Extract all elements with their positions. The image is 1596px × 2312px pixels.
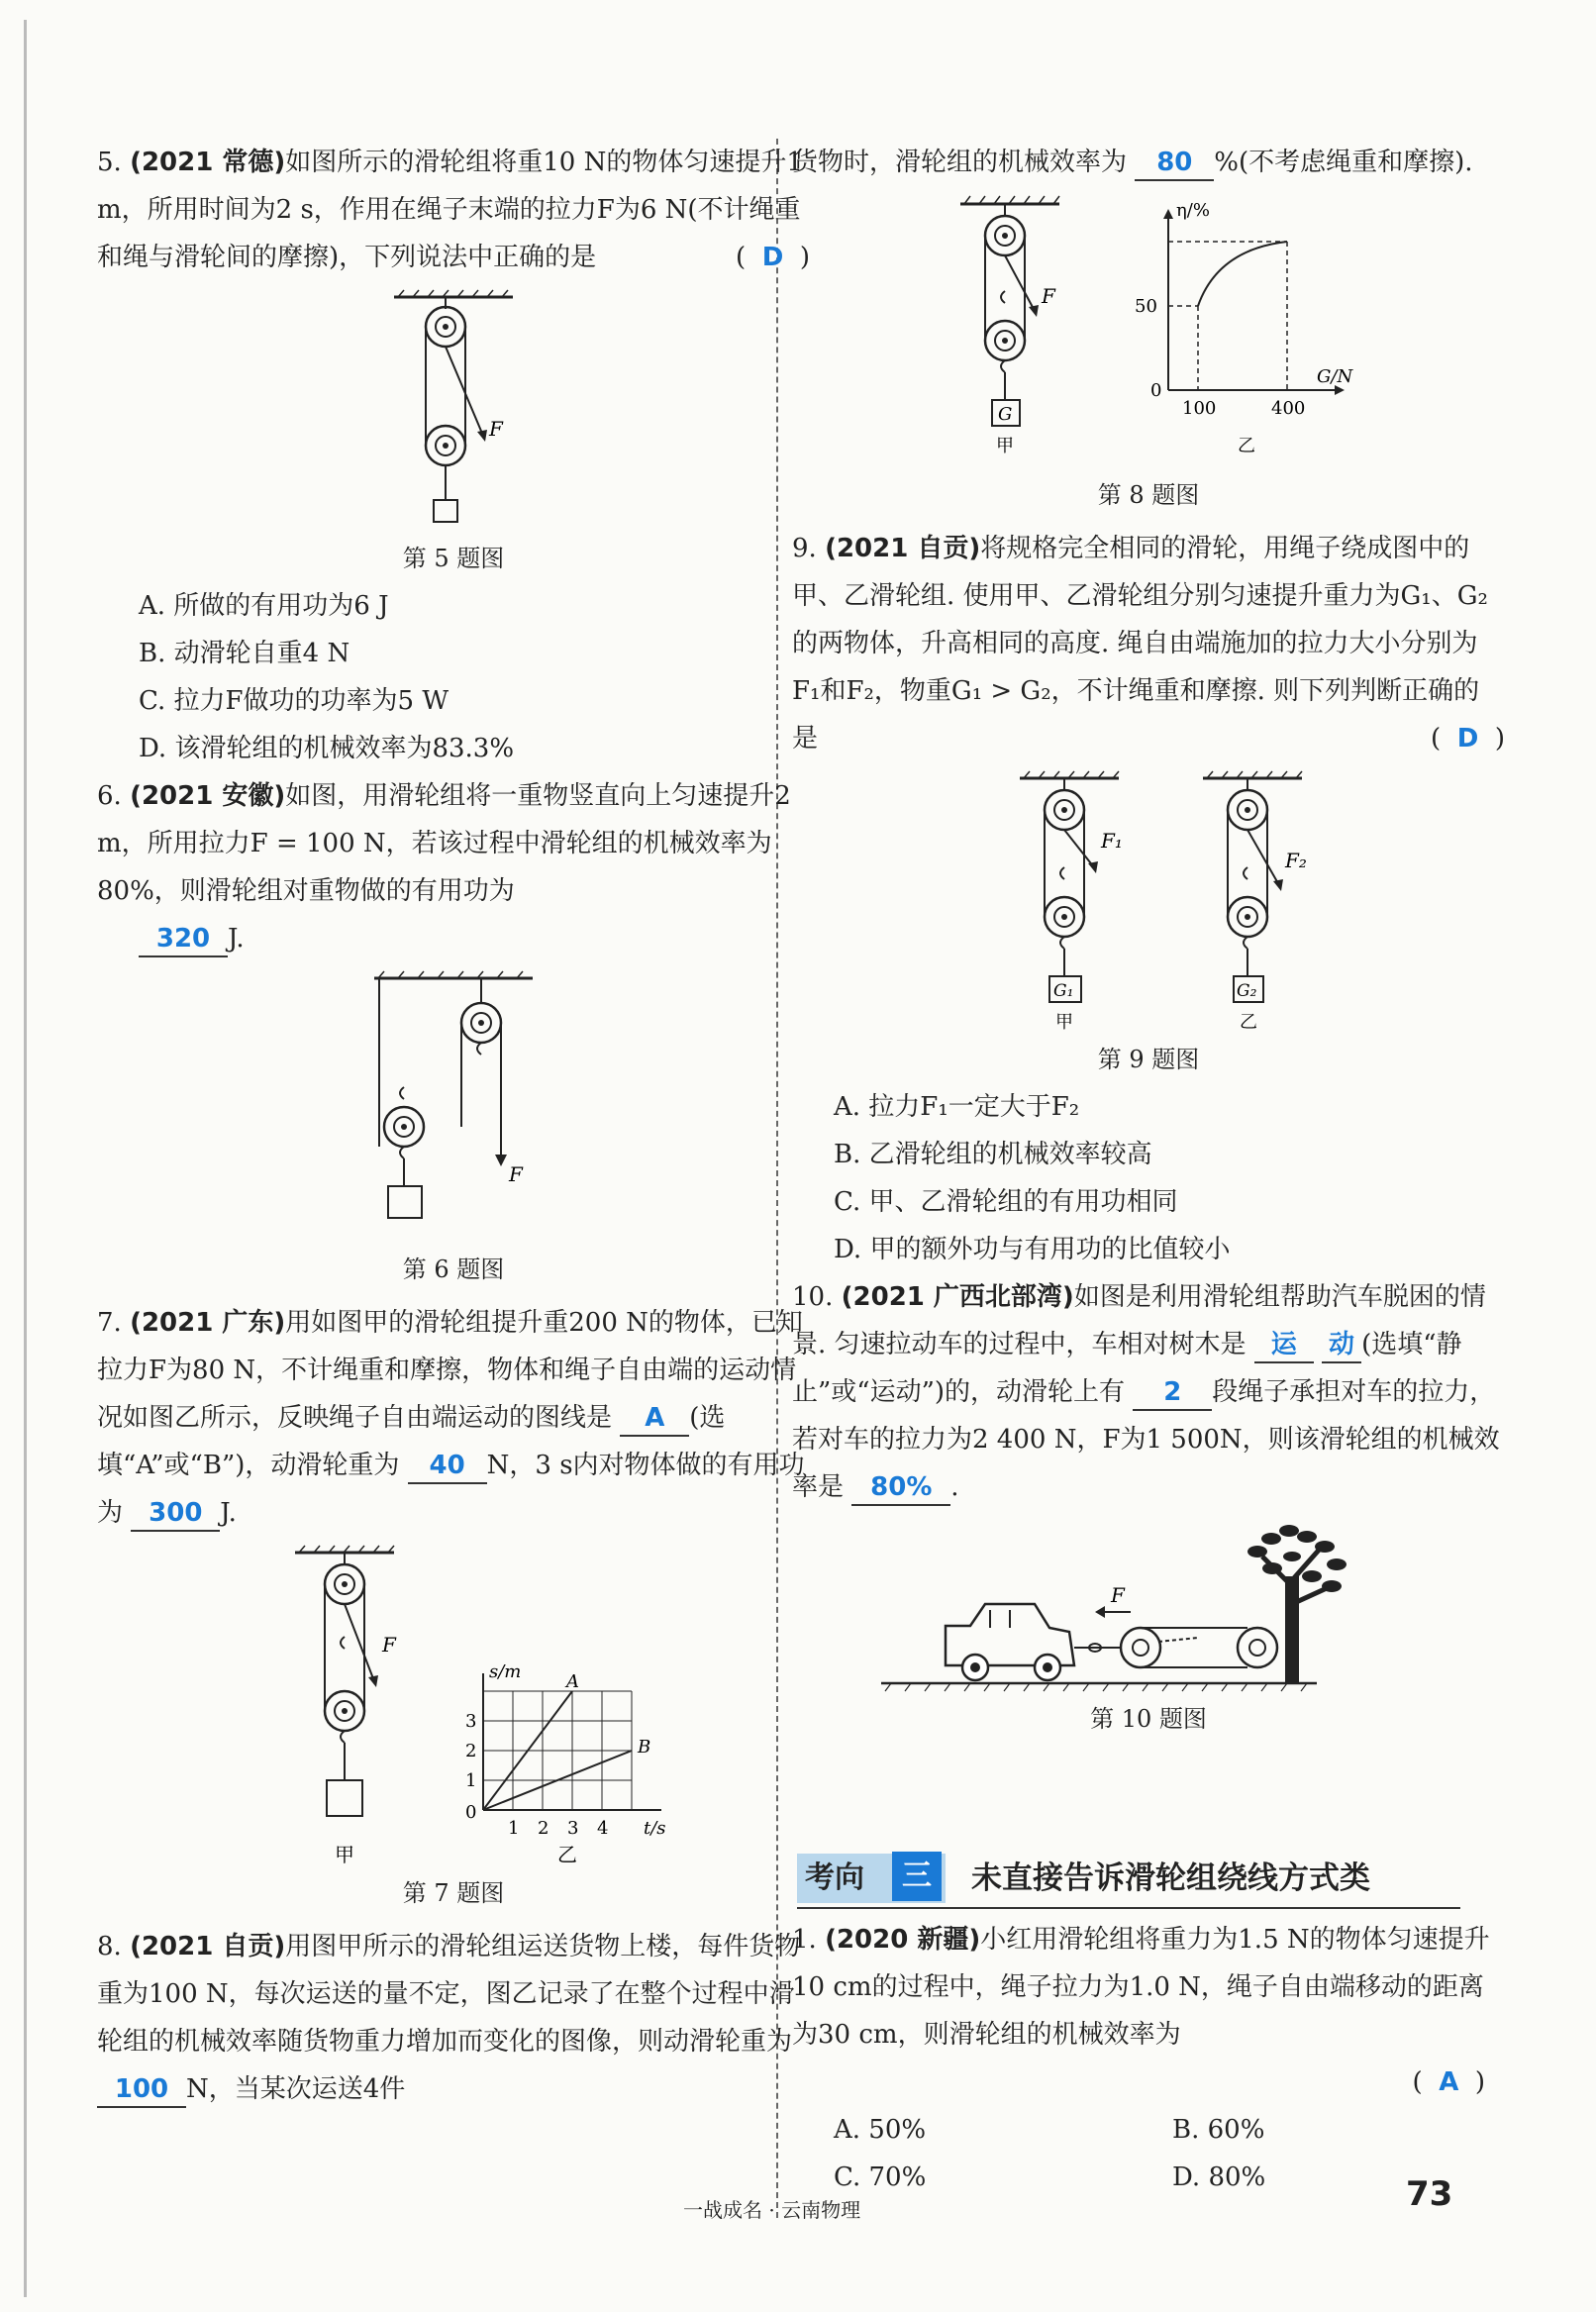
question-10: [792, 1273, 1505, 1511]
force-label: F: [1111, 1583, 1125, 1607]
question-1: [792, 1916, 1505, 2059]
question-text: 段绳子承担对车的拉力，若对车的拉力为2 400 N，F为1 500N，则该滑轮组的机械效率是: [792, 1377, 1500, 1502]
weight-label-g1: G₁: [1053, 981, 1074, 1001]
question-number: 8.: [97, 1932, 122, 1961]
option-c: C. 甲、乙滑轮组的有用功相同: [834, 1187, 1178, 1217]
y-tick-label: 1: [465, 1770, 477, 1791]
figure-10: [871, 1517, 1426, 1695]
question-text: 将规格完全相同的滑轮，用绳子绕成图中的甲、乙滑轮组. 使用甲、乙滑轮组分别匀速提升重力为G₁、G₂的两物体，升高相同的高度. 绳自由端施加的拉力大小分别为F₁和F₂，物重G₁ > G₂，不计绳重和摩擦. 则下列判断正确的是: [792, 534, 1488, 754]
answer: D: [1456, 724, 1479, 754]
origin-label: 0: [465, 1802, 477, 1823]
section-header: [797, 1852, 1460, 1909]
question-text: (选填“静止”或“运动”)的，动滑轮上有: [792, 1330, 1462, 1407]
chart-7: [465, 1661, 666, 1866]
option-b: B. 乙滑轮组的机械效率较高: [834, 1140, 1152, 1169]
answer-blank: 100: [97, 2072, 186, 2108]
x-axis-label: G/N: [1317, 366, 1353, 387]
option-c: C. 70%: [834, 2162, 927, 2192]
option-a: A. 50%: [834, 2115, 927, 2145]
x-tick-label: 4: [597, 1818, 609, 1839]
figure-label-yi: 乙: [1240, 1012, 1257, 1033]
question-5: [97, 139, 810, 281]
x-axis-label: t/s: [644, 1818, 666, 1839]
car: [946, 1604, 1074, 1680]
question-text: 用图甲所示的滑轮组运送货物上楼，每件货物重为100 N，每次运送的量不定，图乙记录了在整个过程中滑轮组的机械效率随货物重力增加而变化的图像，则动滑轮重为: [97, 1932, 801, 2057]
x-tick-label: 1: [508, 1818, 520, 1839]
y-axis-arrow: [1163, 209, 1173, 219]
question-text: (选填“A”或“B”)，动滑轮重为: [97, 1403, 726, 1480]
line-a-label: A: [566, 1671, 579, 1692]
answer-blank-1: A: [620, 1401, 689, 1437]
pulley-yi: [1203, 771, 1307, 1033]
question-text: .: [950, 1472, 959, 1502]
chart-8: [1135, 200, 1353, 456]
question-text: 小红用滑轮组将重力为1.5 N的物体匀速提升10 cm的过程中，绳子拉力为1.0 N，绳子自由端移动的距离为30 cm，则滑轮组的机械效率为: [792, 1925, 1490, 2050]
question-text: J.: [220, 1498, 237, 1528]
figure-label-yi: 乙: [557, 1843, 577, 1866]
efficiency-curve: [1198, 242, 1287, 306]
section-tag: 考向: [797, 1854, 946, 1903]
x-tick-label: 3: [567, 1818, 579, 1839]
question-source: (2021 常德): [130, 148, 286, 177]
question-source: (2021 广东): [130, 1308, 286, 1338]
figure-label-jia: 甲: [335, 1843, 354, 1866]
figure-caption: 第 7 题图: [402, 1879, 505, 1907]
figure-9: [960, 768, 1337, 1036]
y-axis-label: s/m: [489, 1661, 522, 1682]
option-d: D. 该滑轮组的机械效率为83.3%: [139, 734, 515, 763]
question-source: (2021 广西北部湾): [841, 1282, 1074, 1312]
figure-caption: 第 10 题图: [1090, 1705, 1207, 1733]
figure-caption: 第 8 题图: [1097, 481, 1200, 509]
question-8-continued: [792, 139, 1505, 186]
line-b-label: B: [638, 1737, 651, 1758]
answer-blank-1b: 动: [1322, 1328, 1361, 1363]
option-a: A. 拉力F₁一定大于F₂: [834, 1092, 1080, 1122]
figure-7: [226, 1543, 681, 1869]
y-tick-label: 50: [1135, 296, 1157, 317]
question-text: 用如图甲的滑轮组提升重200 N的物体，已知拉力F为80 N，不计绳重和摩擦，物体和绳子自由端的运动情况如图乙所示，反映绳子自由端运动的图线是: [97, 1308, 803, 1433]
options-row: [792, 2154, 1505, 2201]
question-6: [97, 772, 810, 962]
question-number: 5.: [97, 148, 122, 177]
unit: J.: [228, 924, 245, 954]
figure-label-jia: 甲: [1055, 1012, 1073, 1033]
page-edge: [24, 20, 27, 2297]
answer-blank-3: 300: [131, 1496, 220, 1532]
question-7: [97, 1299, 810, 1537]
figure-caption: 第 6 题图: [402, 1256, 505, 1283]
force-label-f2: F₂: [1285, 849, 1307, 872]
weight-label: G: [998, 404, 1013, 425]
question-8: [97, 1923, 810, 2113]
options-list: [792, 1083, 1505, 1273]
weight-label-g2: G₂: [1237, 981, 1257, 1001]
origin-label: 0: [1150, 380, 1162, 401]
force-label-f1: F₁: [1101, 829, 1123, 853]
options-list: [97, 582, 810, 772]
option-a: A. 所做的有用功为6 J: [139, 591, 389, 621]
answer-bracket: ( A ): [1412, 2067, 1485, 2097]
figure-label-yi: 乙: [1238, 436, 1255, 456]
question-number: 1.: [792, 1925, 817, 1955]
right-column: [792, 139, 1505, 1743]
question-source: (2021 安徽): [130, 781, 286, 811]
x-tick-label: 2: [538, 1818, 549, 1839]
left-column: [97, 139, 810, 2113]
tree: [1247, 1525, 1347, 1683]
answer-blank-3: 80%: [851, 1470, 950, 1506]
figure-caption: 第 5 题图: [402, 545, 505, 572]
question-text: N，3 s内对物体做的有用功为: [97, 1451, 805, 1528]
y-tick-label: 3: [465, 1711, 477, 1732]
option-d: D. 80%: [1172, 2162, 1266, 2192]
question-source: (2021 自贡): [130, 1932, 286, 1961]
question-number: 10.: [792, 1282, 834, 1312]
section-title: 未直接告诉滑轮组绕线方式类: [971, 1860, 1370, 1896]
figure-label-jia: 甲: [996, 436, 1014, 456]
question-number: 6.: [97, 781, 122, 811]
figure-caption: 第 9 题图: [1097, 1046, 1200, 1073]
question-text: 如图所示的滑轮组将重10 N的物体匀速提升1 m，所用时间为2 s，作用在绳子末端的拉力F为6 N(不计绳重和绳与滑轮间的摩擦)，下列说法中正确的是: [97, 148, 803, 272]
answer-blank-2: 40: [408, 1449, 487, 1484]
question-text: 货物时，滑轮组的机械效率为: [792, 148, 1128, 177]
question-number: 9.: [792, 534, 817, 563]
answer: A: [1439, 2067, 1459, 2097]
section-question-1: [792, 1916, 1505, 2201]
pulley-figure-6: [364, 968, 543, 1246]
answer-blank: 80: [1135, 146, 1214, 181]
answer-blank: 320: [139, 922, 228, 957]
section-number: 三: [892, 1852, 942, 1901]
force-label: F: [382, 1633, 396, 1657]
force-label: F: [1042, 284, 1055, 308]
pulley-jia: [1020, 771, 1123, 1033]
question-text: 如图，用滑轮组将一重物竖直向上匀速提升2 m，所用拉力F = 100 N，若该过程中滑轮组的机械效率为80%，则滑轮组对重物做的有用功为: [97, 781, 791, 906]
question-text: N，当某次运送4件: [186, 2074, 406, 2104]
pulley-figure-5: [374, 287, 533, 535]
question-text: 如图是利用滑轮组帮助汽车脱困的情景. 匀速拉动车的过程中，车相对树木是: [792, 1282, 1486, 1359]
page-number: 73: [1406, 2174, 1453, 2214]
x-tick-label: 400: [1271, 398, 1306, 419]
force-label: F: [489, 417, 503, 441]
x-tick-label: 100: [1182, 398, 1217, 419]
force-label: F: [509, 1162, 523, 1186]
question-source: (2021 自贡): [825, 534, 981, 563]
answer-blank-2: 2: [1133, 1375, 1212, 1411]
y-axis-label: η/%: [1176, 200, 1210, 221]
option-c: C. 拉力F做功的功率为5 W: [139, 686, 449, 716]
answer-blank-1a: 运: [1254, 1328, 1314, 1363]
footer-text: 一战成名 · 云南物理: [683, 2198, 861, 2222]
answer-bracket: ( D ): [1431, 724, 1505, 754]
question-9: [792, 525, 1505, 762]
question-source: (2020 新疆): [825, 1925, 981, 1955]
option-b: B. 60%: [1172, 2115, 1265, 2145]
answer: D: [761, 243, 784, 272]
options-row: [792, 2106, 1505, 2154]
option-d: D. 甲的额外功与有用功的比值较小: [834, 1235, 1231, 1264]
question-text: %(不考虑绳重和摩擦).: [1214, 148, 1473, 177]
figure-8: [941, 192, 1356, 479]
answer-bracket: ( D ): [736, 243, 810, 272]
question-number: 7.: [97, 1308, 122, 1338]
option-b: B. 动滑轮自重4 N: [139, 639, 350, 668]
y-tick-label: 2: [465, 1741, 477, 1761]
